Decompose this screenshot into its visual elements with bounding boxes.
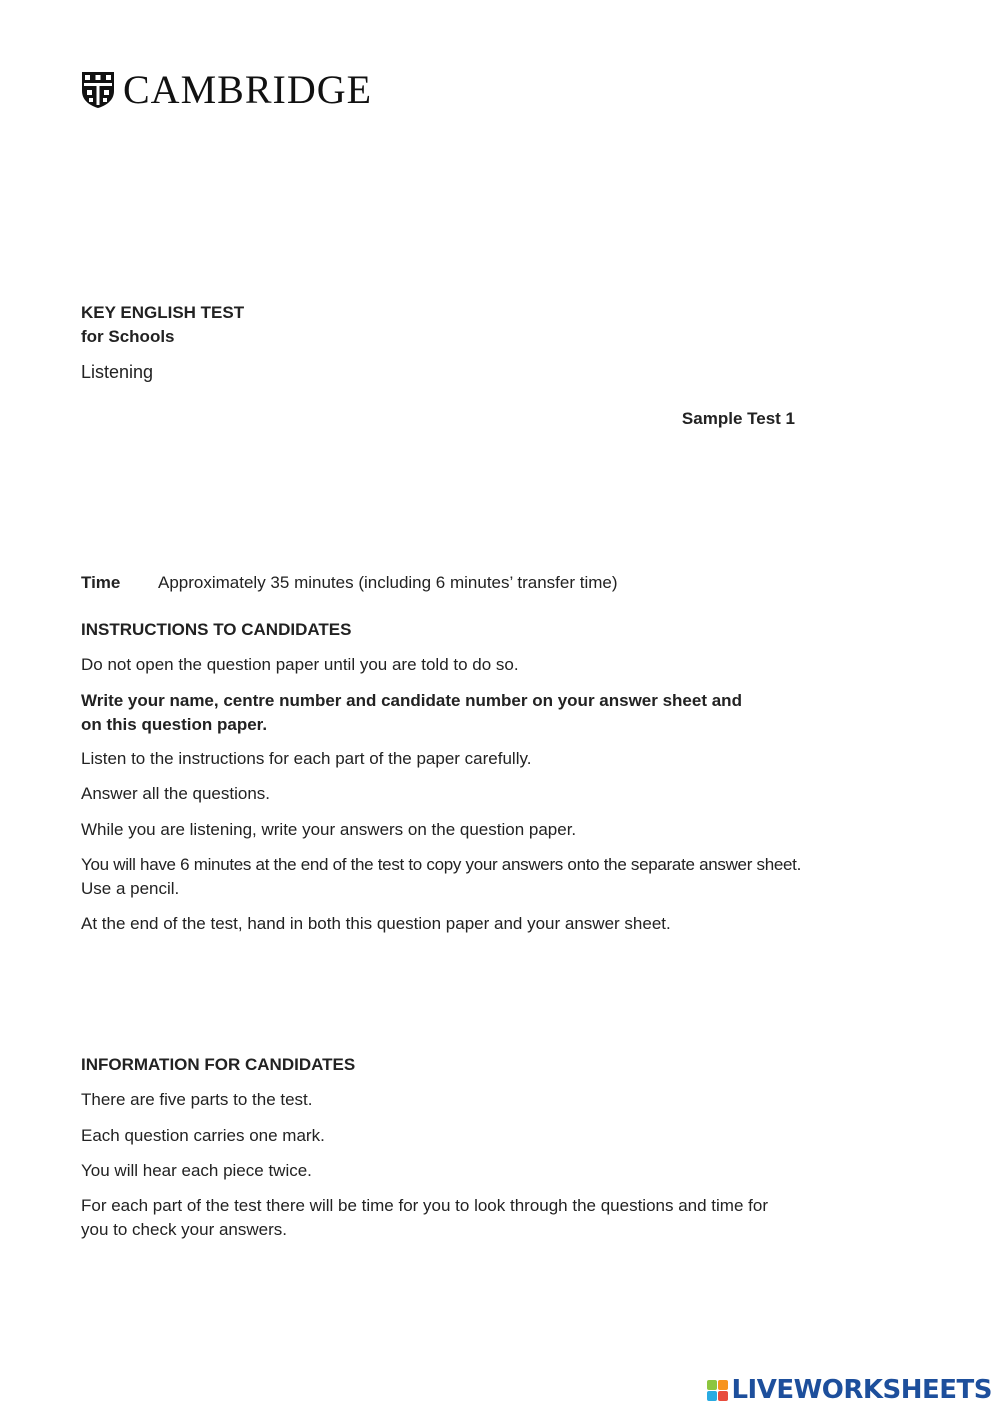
- paper-name: Listening: [81, 362, 154, 382]
- logo-text: CAMBRIDGE: [123, 67, 373, 112]
- instruction-item: Use a pencil.: [81, 879, 180, 898]
- instruction-item: While you are listening, write your answers on the question paper.: [81, 820, 577, 839]
- instruction-item: Write your name, centre number and candidate number on your answer sheet and: [81, 691, 742, 710]
- information-item: you to check your answers.: [81, 1220, 287, 1239]
- test-subtitle: for Schools: [81, 327, 175, 346]
- sample-test-label: Sample Test 1: [681, 409, 795, 428]
- liveworksheets-logo-icon: [707, 1380, 728, 1401]
- instruction-item: Answer all the questions.: [81, 784, 270, 803]
- instruction-item: At the end of the test, hand in both this question paper and your answer sheet.: [81, 914, 671, 933]
- time-value: Approximately 35 minutes (including 6 minutes’ transfer time): [158, 573, 618, 592]
- instructions-heading: INSTRUCTIONS TO CANDIDATES: [81, 620, 352, 639]
- liveworksheets-text: LIVEWORKSHEETS: [731, 1375, 992, 1405]
- information-item: You will hear each piece twice.: [81, 1161, 312, 1180]
- cambridge-logo: [81, 67, 373, 112]
- instruction-item: on this question paper.: [81, 715, 268, 734]
- instruction-item: You will have 6 minutes at the end of the test to copy your answers onto the separate answer sheet.: [81, 855, 802, 874]
- instruction-item: Do not open the question paper until you are told to do so.: [81, 655, 519, 674]
- information-heading: INFORMATION FOR CANDIDATES: [81, 1055, 356, 1074]
- information-item: For each part of the test there will be time for you to look through the questions and time for: [81, 1196, 768, 1215]
- time-label: Time: [81, 573, 121, 592]
- information-item: There are five parts to the test.: [81, 1090, 313, 1109]
- time-row: [81, 571, 618, 595]
- liveworksheets-watermark[interactable]: [707, 1375, 992, 1405]
- test-title: KEY ENGLISH TEST: [81, 303, 245, 322]
- instruction-item: Listen to the instructions for each part of the paper carefully.: [81, 749, 532, 768]
- university-crest-icon: [81, 71, 115, 109]
- information-item: Each question carries one mark.: [81, 1126, 325, 1145]
